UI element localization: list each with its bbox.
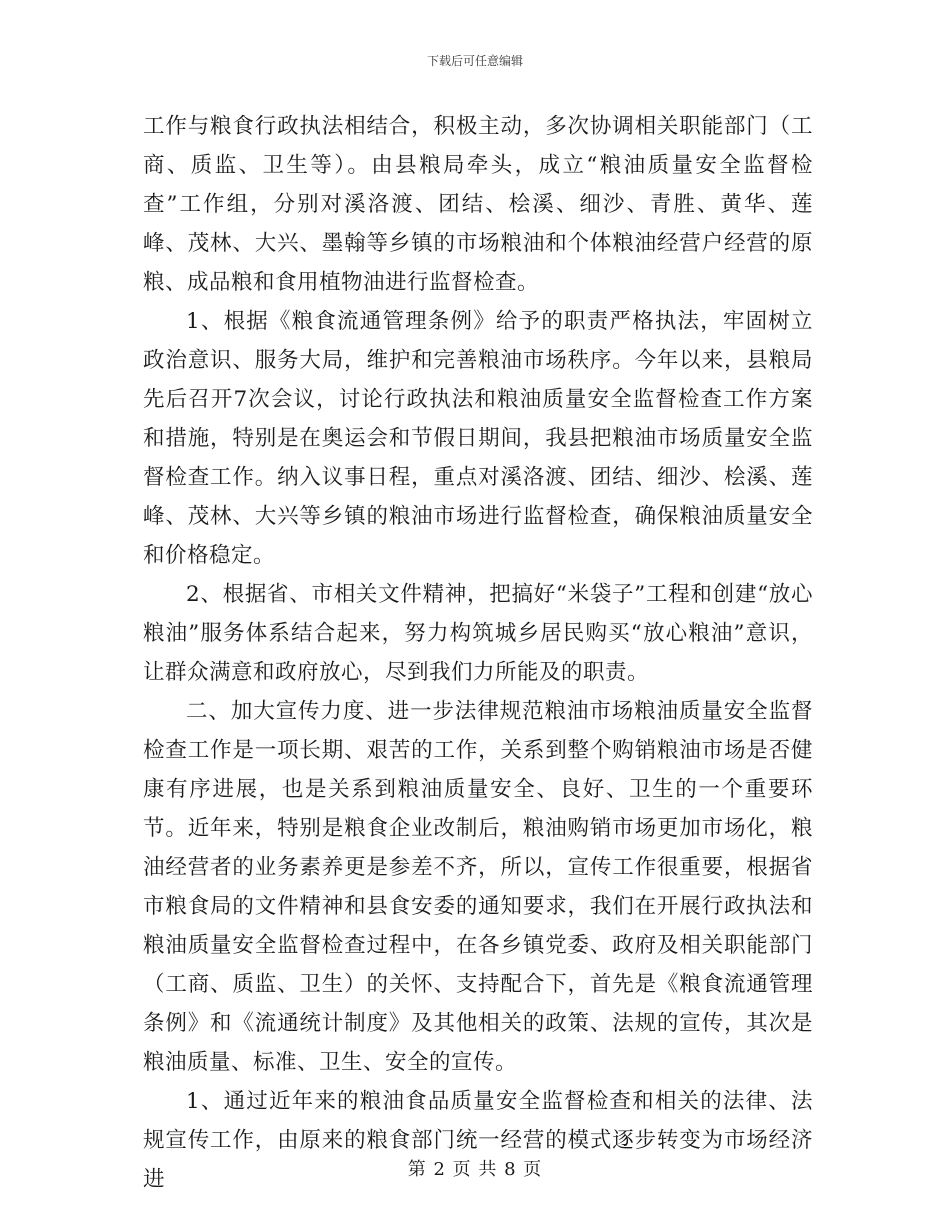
paragraph-intro: 工作与粮食行政执法相结合，积极主动，多次协调相关职能部门（工商、质监、卫生等）。由县粮局牵头，成立“粮油质量安全监督检查”工作组，分别对溪洛渡、团结、桧溪、细沙、青胜、黄华、莲峰、茂林、大兴、墨翰等乡镇的市场粮油和个体粮油经营户经营的原粮、成品粮和食用植物油进行监督检查。 [143, 114, 813, 295]
page-header: 下载后可任意编辑 [426, 54, 523, 68]
paragraph-item-1: 1、根据《粮食流通管理条例》给予的职责严格执法，牢固树立政治意识、服务大局，维护和完善粮油市场秩序。今年以来，县粮局先后召开7次会议，讨论行政执法和粮油质量安全监督检查工作方案和措施，特别是在奥运会和节假日期间，我县把粮油市场质量安全监督检查工作。纳入议事日程，重点对溪洛渡、团结、细沙、桧溪、莲峰、茂林、大兴等乡镇的粮油市场进行监督检查，确保粮油质量安全和价格稳定。 [143, 309, 813, 568]
page-number-footer: 第 2 页 共 8 页 [407, 1159, 543, 1180]
document-body [143, 107, 813, 1199]
paragraph-section-2-item-1: 1、通过近年来的粮油食品质量安全监督检查和相关的法律、法规宣传工作，由原来的粮食部门统一经营的模式逐步转变为市场经济进 [143, 1089, 813, 1192]
paragraph-section-2: 二、加大宣传力度、进一步法律规范粮油市场粮油质量安全监督检查工作是一项长期、艰苦的工作，关系到整个购销粮油市场是否健康有序进展，也是关系到粮油质量安全、良好、卫生的一个重要环节。近年来，特别是粮食企业改制后，粮油购销市场更加市场化，粮油经营者的业务素养更是参差不齐，所以，宣传工作很重要，根据省市粮食局的文件精神和县食安委的通知要求，我们在开展行政执法和粮油质量安全监督检查过程中，在各乡镇党委、政府及相关职能部门（工商、质监、卫生）的关怀、支持配合下，首先是《粮食流通管理条例》和《流通统计制度》及其他相关的政策、法规的宣传，其次是粮油质量、标准、卫生、安全的宣传。 [143, 699, 813, 1075]
paragraph-item-2: 2、根据省、市相关文件精神，把搞好“米袋子”工程和创建“放心粮油”服务体系结合起来，努力构筑城乡居民购买“放心粮油”意识，让群众满意和政府放心，尽到我们力所能及的职责。 [143, 582, 813, 685]
